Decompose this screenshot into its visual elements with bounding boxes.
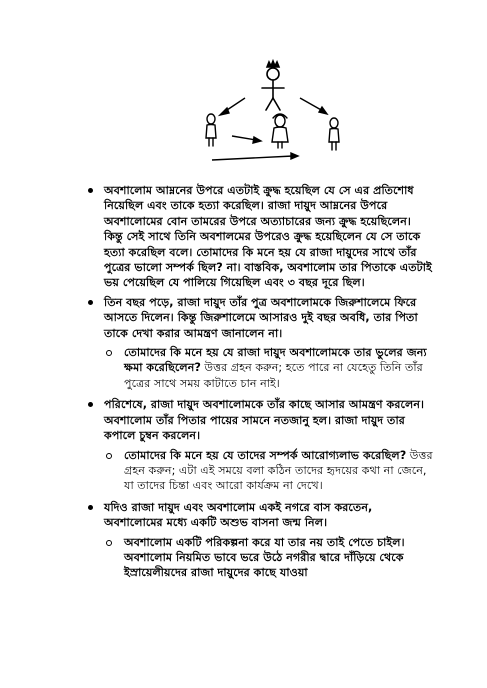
woman-figure-icon [272, 114, 288, 148]
sub-bullet-circle-icon [106, 453, 112, 459]
sub-bullet-2-1 [106, 345, 433, 391]
king-figure-icon [262, 61, 284, 110]
bullet-dot-icon [88, 188, 93, 193]
bullet-dot-icon [88, 505, 93, 510]
bullet-dot-icon [88, 300, 93, 305]
bullet-1 [88, 183, 433, 291]
question-text: তোমাদের কি মনে হয় যে তাদের সম্পর্ক আরোগ্যলাভ করেছিল? [124, 448, 407, 462]
answer-text: উত্তর গ্রহন করুন; এটা এই সময়ে বলা কঠিন তাদের হৃদয়ের কথা না জেনে, যা তাদের চিন্তা এবং আরো কার্যক্রম না দেখে। [124, 448, 433, 493]
bullet-3 [88, 397, 433, 443]
answer-text: উত্তর গ্রহন করুন; হতে পারে না যেহেতু তিনি তাঁর পুত্রের সাথে সময় কাটাতে চান নাই। [124, 361, 423, 390]
question-text: অবশালোম একটি পরিকল্পনা করে যা তার নয় তাই পেতে চাইল। অবশালোম নিয়মিত ভাবে ভরে উঠে নগরীর দ্বারে দাঁড়িয়ে থেকে ইস্রায়েলীয়দের রাজা দায়ুদের কাছে যাওয়া [124, 535, 405, 580]
sub-bullet-circle-icon [106, 350, 112, 356]
bullet-dot-icon [88, 402, 93, 407]
sub-bullet-4-1 [106, 535, 433, 581]
arrow-icon [212, 98, 327, 160]
bullet-text: পরিশেষে, রাজা দায়ুদ অবশালোমকে তাঁর কাছে আসার আমন্ত্রণ করলেন। অবশালোম তাঁর পিতার পায়ের সামনে নতজানু হল। রাজা দায়ুদ তার কপালে চুম্বন করলেন। [104, 398, 425, 443]
question-text: তোমাদের কি মনে হয় যে রাজা দায়ুদ অবশালোমকে তার ভুলের জন্য ক্ষমা করেছিলেন? [124, 346, 427, 375]
sub-bullet-text [124, 448, 433, 494]
bullet-text: অবশালোম আম্ননের উপরে এতটাই ক্রুদ্ধ হয়েছিল যে সে এর প্রতিশোধ নিয়েছিল এবং তাকে হত্যা করেছিল। রাজা দায়ুদ আম্ননের উপরে অবশালোমের বোন তামরের উপরে অত্যাচারের জন্য ক্রুদ্ধ হয়েছিলেন। কিন্তু সেই সাথে তিনি অবশালমের উপরেও ক্রুদ্ধ হয়েছিলেন যে সে তাকে হত্যা করেছিল বলে। তোমাদের কি মনে হয় যে রাজা দায়ুদের সাথে তাঁর পুত্রের ভালো সম্পর্ক ছিল? না। বাস্তবিক, অবশালোম তার পিতাকে এতটাই ভয় পেয়েছিল যে পালিয়ে গিয়েছিল এবং ৩ বছর দূরে ছিল। [104, 184, 432, 290]
family-illustration [180, 58, 370, 170]
bullet-4 [88, 500, 433, 531]
main-content [88, 183, 433, 587]
bullet-text: তিন বছর পড়ে, রাজা দায়ুদ তাঁর পুত্র অবশালোমকে জিরুশালেমে ফিরে আসতে দিলেন। কিন্তু জিরুশালেমে আসারও দুই বছর অবধি, তার পিতা তাকে দেখা করার আমন্ত্রণ জানালেন না। [104, 295, 418, 340]
bullet-2 [88, 295, 433, 341]
sub-bullet-3-1 [106, 448, 433, 494]
man-figure-icon [329, 118, 339, 150]
sub-bullet-text [124, 345, 433, 391]
bullet-text: যদিও রাজা দায়ুদ এবং অবশালোম একই নগরে বাস করতেন, অবশালোমের মধ্যে একটি অশুভ বাসনা জন্ম নিল। [104, 500, 373, 530]
sub-bullet-circle-icon [106, 540, 112, 546]
man-figure-icon [206, 114, 216, 146]
sub-bullet-text [124, 535, 433, 581]
